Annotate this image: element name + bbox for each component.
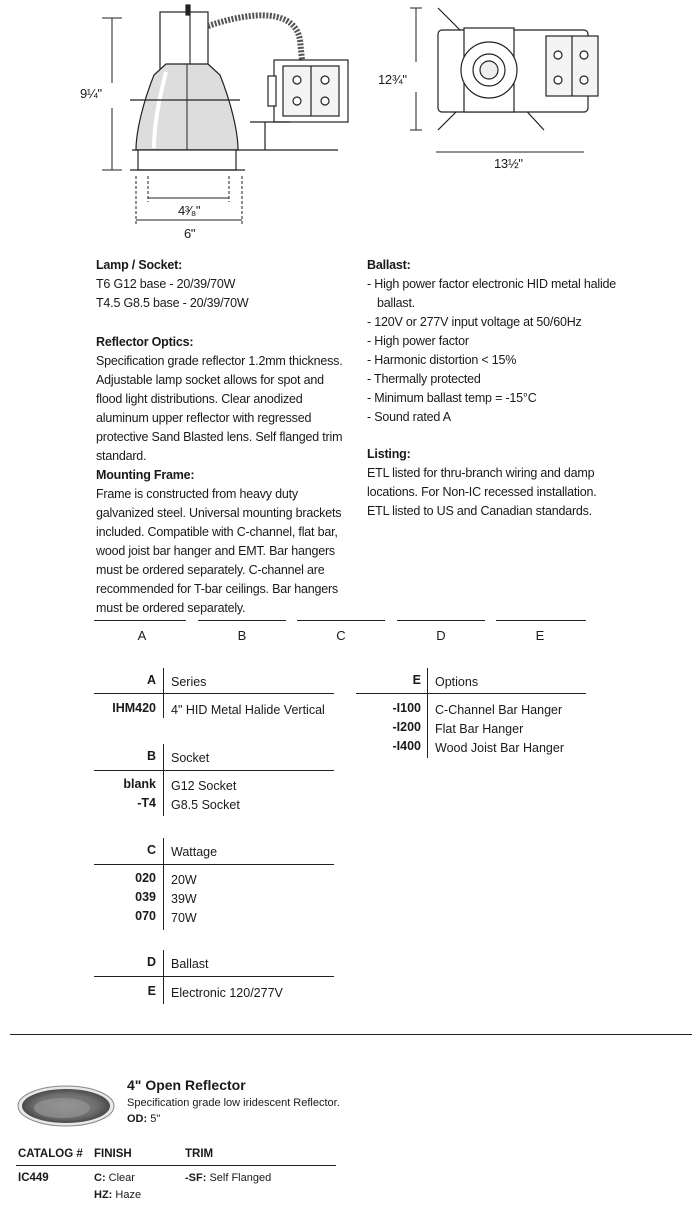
od-value: 5"	[150, 1113, 161, 1125]
ballast-section	[367, 256, 617, 427]
options-code: -I200	[392, 720, 421, 734]
options-desc: Flat Bar Hanger	[435, 722, 524, 736]
ballast-item: - High power factor electronic HID metal halide ballast.	[367, 277, 617, 310]
order-col-b: B	[237, 628, 247, 643]
listing-section	[367, 445, 599, 521]
wattage-code: 039	[135, 890, 156, 904]
section-divider	[10, 1034, 692, 1035]
accessory-table-rule	[16, 1165, 336, 1166]
trim-header: TRIM	[185, 1148, 214, 1160]
options-code: -I100	[392, 701, 421, 715]
order-col-e: E	[535, 628, 545, 643]
finish-name: Clear	[108, 1172, 135, 1184]
order-col-line-a	[94, 620, 186, 621]
listing-title: Listing:	[367, 447, 411, 461]
finish-code: HZ:	[94, 1189, 113, 1201]
mounting-frame	[130, 150, 338, 170]
finish-option	[94, 1189, 141, 1201]
finish-name: Haze	[115, 1189, 142, 1201]
series-label: Series	[171, 675, 207, 689]
flex-conduit	[208, 15, 302, 60]
finish-option	[94, 1172, 135, 1184]
wattage-code: 020	[135, 871, 156, 885]
ballast-option-label: Ballast	[171, 957, 209, 971]
ballast-item: - High power factor	[367, 334, 469, 348]
wattage-desc: 70W	[171, 911, 197, 925]
socket-desc: G8.5 Socket	[171, 798, 240, 812]
order-col-line-b	[198, 620, 286, 621]
reflector-cone	[130, 64, 240, 150]
finish-header: FINISH	[94, 1148, 132, 1160]
ballast-item: - Thermally protected	[367, 372, 481, 386]
od-label: OD:	[127, 1113, 148, 1125]
series-desc: 4" HID Metal Halide Vertical	[171, 703, 325, 717]
options-code: -I400	[392, 739, 421, 753]
wattage-key: C	[146, 843, 156, 857]
socket-key: B	[146, 749, 156, 763]
height-dimension	[102, 18, 122, 170]
ballast-title: Ballast:	[367, 258, 411, 272]
ballast-list	[367, 275, 617, 427]
height-top-label: 12¾"	[378, 72, 407, 87]
ballast-option-key: D	[146, 955, 156, 969]
trim-option	[185, 1172, 271, 1184]
inner-width-label: 4³⁄₈"	[178, 203, 201, 218]
lamp-socket-title: Lamp / Socket:	[96, 258, 183, 272]
ballast-item: - Sound rated A	[367, 410, 451, 424]
lamp-socket-section	[96, 256, 348, 313]
reflector-optics-section	[96, 333, 348, 466]
ballast-item: - 120V or 277V input voltage at 50/60Hz	[367, 315, 582, 329]
series-code: IHM420	[112, 701, 156, 715]
socket-code: blank	[123, 777, 156, 791]
mounting-frame-section	[96, 466, 348, 618]
accessory-desc: Specification grade low iridescent Reflector.	[127, 1097, 340, 1109]
junction-box	[268, 60, 348, 122]
wattage-desc: 39W	[171, 892, 197, 906]
height-top-dimension	[410, 8, 422, 130]
open-reflector-image	[16, 1084, 116, 1128]
catalog-header: CATALOG #	[18, 1148, 83, 1160]
order-col-line-c	[297, 620, 385, 621]
height-side-label: 9¼"	[80, 86, 102, 101]
wattage-code: 070	[135, 909, 156, 923]
order-col-a: A	[137, 628, 147, 643]
lamp-socket-line-2: T4.5 G8.5 base - 20/39/70W	[96, 296, 249, 310]
ballast-item: - Harmonic distortion < 15%	[367, 353, 517, 367]
options-label: Options	[435, 675, 479, 689]
socket-code: -T4	[137, 796, 156, 810]
mounting-frame-text: Frame is constructed from heavy duty galvanized steel. Universal mounting brackets included. Compatible with C-channel, flat bar, wood joist bar hanger and EMT. Bar hangers must be ordered separately. C-channel are recommended for T-bar ceilings. Bar hangers must be ordered separately.	[96, 487, 342, 615]
ballast-housing	[160, 5, 208, 70]
trim-name: Self Flanged	[209, 1172, 272, 1184]
order-col-d: D	[436, 628, 446, 643]
series-key: A	[146, 673, 156, 687]
options-key: E	[412, 673, 421, 687]
reflector-optics-text: Specification grade reflector 1.2mm thickness. Adjustable lamp socket allows for spot and flood light distributions. Clear anodized aluminum upper reflector with regressed protective Sand Blasted lens. Self flanged trim standard.	[96, 354, 343, 463]
trim-code: -SF:	[185, 1172, 207, 1184]
finish-code: C:	[94, 1172, 106, 1184]
socket-desc: G12 Socket	[171, 779, 237, 793]
ballast-item: - Minimum ballast temp = -15°C	[367, 391, 537, 405]
options-desc: Wood Joist Bar Hanger	[435, 741, 564, 755]
order-col-line-d	[397, 620, 485, 621]
accessory-title: 4" Open Reflector	[127, 1077, 246, 1093]
lamp-socket-line-1: T6 G12 base - 20/39/70W	[96, 277, 236, 291]
accessory-od	[127, 1113, 160, 1125]
wattage-desc: 20W	[171, 873, 197, 887]
width-dimensions	[136, 176, 242, 226]
catalog-number: IC449	[18, 1172, 49, 1184]
order-col-line-e	[496, 620, 586, 621]
listing-text: ETL listed for thru-branch wiring and damp locations. For Non-IC recessed installation. ETL listed to US and Canadian standards.	[367, 466, 597, 518]
side-view-drawing	[90, 0, 370, 235]
wattage-label: Wattage	[171, 845, 218, 859]
mounting-frame-title: Mounting Frame:	[96, 468, 195, 482]
width-top-label: 13½"	[494, 156, 523, 171]
ballast-option-desc: Electronic 120/277V	[171, 986, 283, 1000]
options-desc: C-Channel Bar Hanger	[435, 703, 563, 717]
top-view-drawing	[410, 0, 600, 160]
order-col-c: C	[336, 628, 346, 643]
outer-width-label: 6"	[184, 226, 196, 241]
ballast-option-code: E	[147, 984, 156, 998]
reflector-optics-title: Reflector Optics:	[96, 335, 194, 349]
socket-label: Socket	[171, 751, 210, 765]
